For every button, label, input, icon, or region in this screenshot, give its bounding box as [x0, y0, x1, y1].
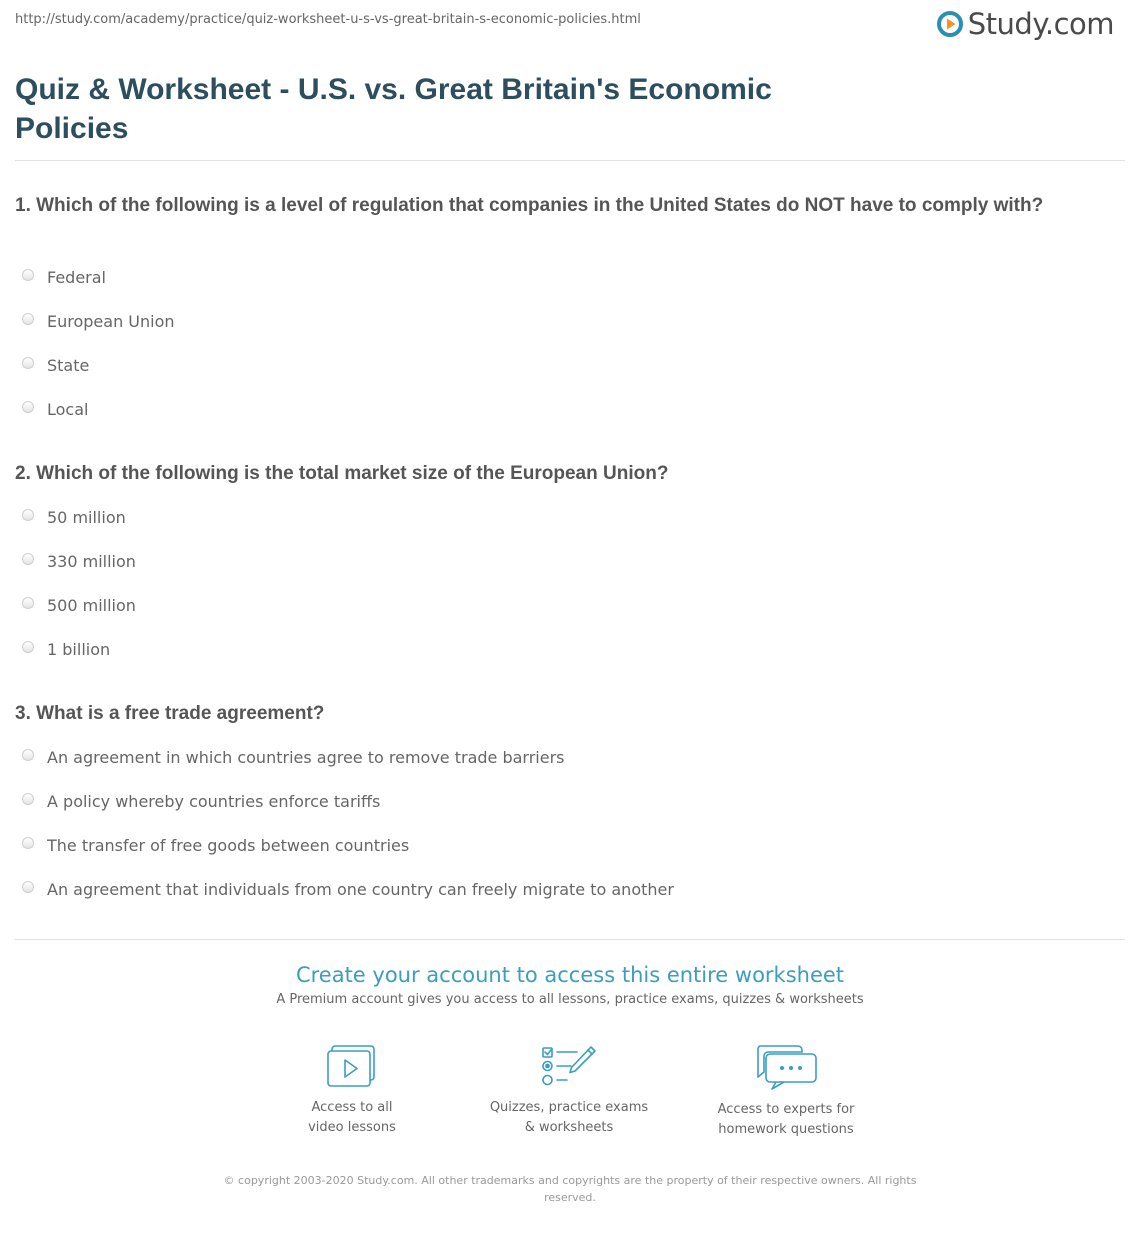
cta-divider [15, 939, 1125, 940]
radio-button[interactable] [22, 401, 34, 413]
answer-label: The transfer of free goods between countries [47, 835, 410, 855]
answer-label: 330 million [47, 551, 136, 571]
feature-line: Access to experts for [717, 1102, 855, 1117]
page-url: http://study.com/academy/practice/quiz-worksheet-u-s-vs-great-britain-s-economic-policies.html [15, 12, 641, 27]
answer-option[interactable] [22, 343, 175, 387]
answer-label: 50 million [47, 507, 126, 527]
radio-button[interactable] [22, 881, 34, 893]
answer-option[interactable] [22, 539, 136, 583]
radio-button[interactable] [22, 641, 34, 653]
question-2: 2. Which of the following is the total market size of the European Union? [15, 463, 669, 484]
radio-button[interactable] [22, 793, 34, 805]
create-account-link[interactable]: Create your account to access this entire worksheet [295, 963, 845, 987]
answer-label: An agreement that individuals from one country can freely migrate to another [47, 879, 674, 899]
answer-option[interactable] [22, 495, 136, 539]
radio-button[interactable] [22, 313, 34, 325]
answer-label: State [47, 355, 90, 375]
answer-option[interactable] [22, 627, 136, 671]
radio-button[interactable] [22, 269, 34, 281]
feature-line: homework questions [718, 1122, 854, 1137]
answer-option[interactable] [22, 255, 175, 299]
radio-button[interactable] [22, 837, 34, 849]
feature-video-lessons [257, 1044, 447, 1138]
answer-option[interactable] [22, 583, 136, 627]
feature-line: video lessons [308, 1120, 396, 1135]
radio-button[interactable] [22, 749, 34, 761]
feature-experts [691, 1044, 881, 1140]
answer-option[interactable] [22, 299, 175, 343]
feature-line: Access to all [311, 1100, 393, 1115]
radio-button[interactable] [22, 553, 34, 565]
feature-line: Quizzes, practice exams [489, 1100, 649, 1115]
answer-label: Federal [47, 267, 106, 287]
page-title: Quiz & Worksheet - U.S. vs. Great Britain's Economic Policies [15, 73, 772, 145]
answer-label: An agreement in which countries agree to remove trade barriers [47, 747, 565, 767]
answer-label: Local [47, 399, 89, 419]
question-3: 3. What is a free trade agreement? [15, 703, 325, 724]
answer-option[interactable] [22, 735, 674, 779]
answer-label: 1 billion [47, 639, 111, 659]
question-1-options [22, 255, 175, 431]
radio-button[interactable] [22, 509, 34, 521]
feature-line: & worksheets [524, 1120, 614, 1135]
answer-label: A policy whereby countries enforce tariffs [47, 791, 381, 811]
answer-label: 500 million [47, 595, 136, 615]
question-2-options [22, 495, 136, 671]
premium-description: A Premium account gives you access to all lessons, practice exams, quizzes & worksheets [276, 992, 864, 1007]
answer-label: European Union [47, 311, 175, 331]
title-divider [15, 160, 1125, 161]
chat-experts-icon [754, 1044, 818, 1090]
question-3-options [22, 735, 674, 911]
answer-option[interactable] [22, 387, 175, 431]
question-1: 1. Which of the following is a level of regulation that companies in the United States do NOT have to comply with? [15, 195, 1044, 216]
play-logo-icon [937, 11, 963, 37]
radio-button[interactable] [22, 597, 34, 609]
copyright-notice: © copyright 2003-2020 Study.com. All other trademarks and copyrights are the property of their respective owners. All rights reserved. [223, 1174, 917, 1204]
answer-option[interactable] [22, 779, 674, 823]
answer-option[interactable] [22, 867, 674, 911]
logo-text: Study.com [967, 7, 1114, 41]
radio-button[interactable] [22, 357, 34, 369]
feature-quizzes [474, 1044, 664, 1138]
answer-option[interactable] [22, 823, 674, 867]
study-logo[interactable] [937, 6, 1114, 42]
quiz-checklist-icon [541, 1044, 597, 1088]
video-lessons-icon [326, 1044, 378, 1088]
